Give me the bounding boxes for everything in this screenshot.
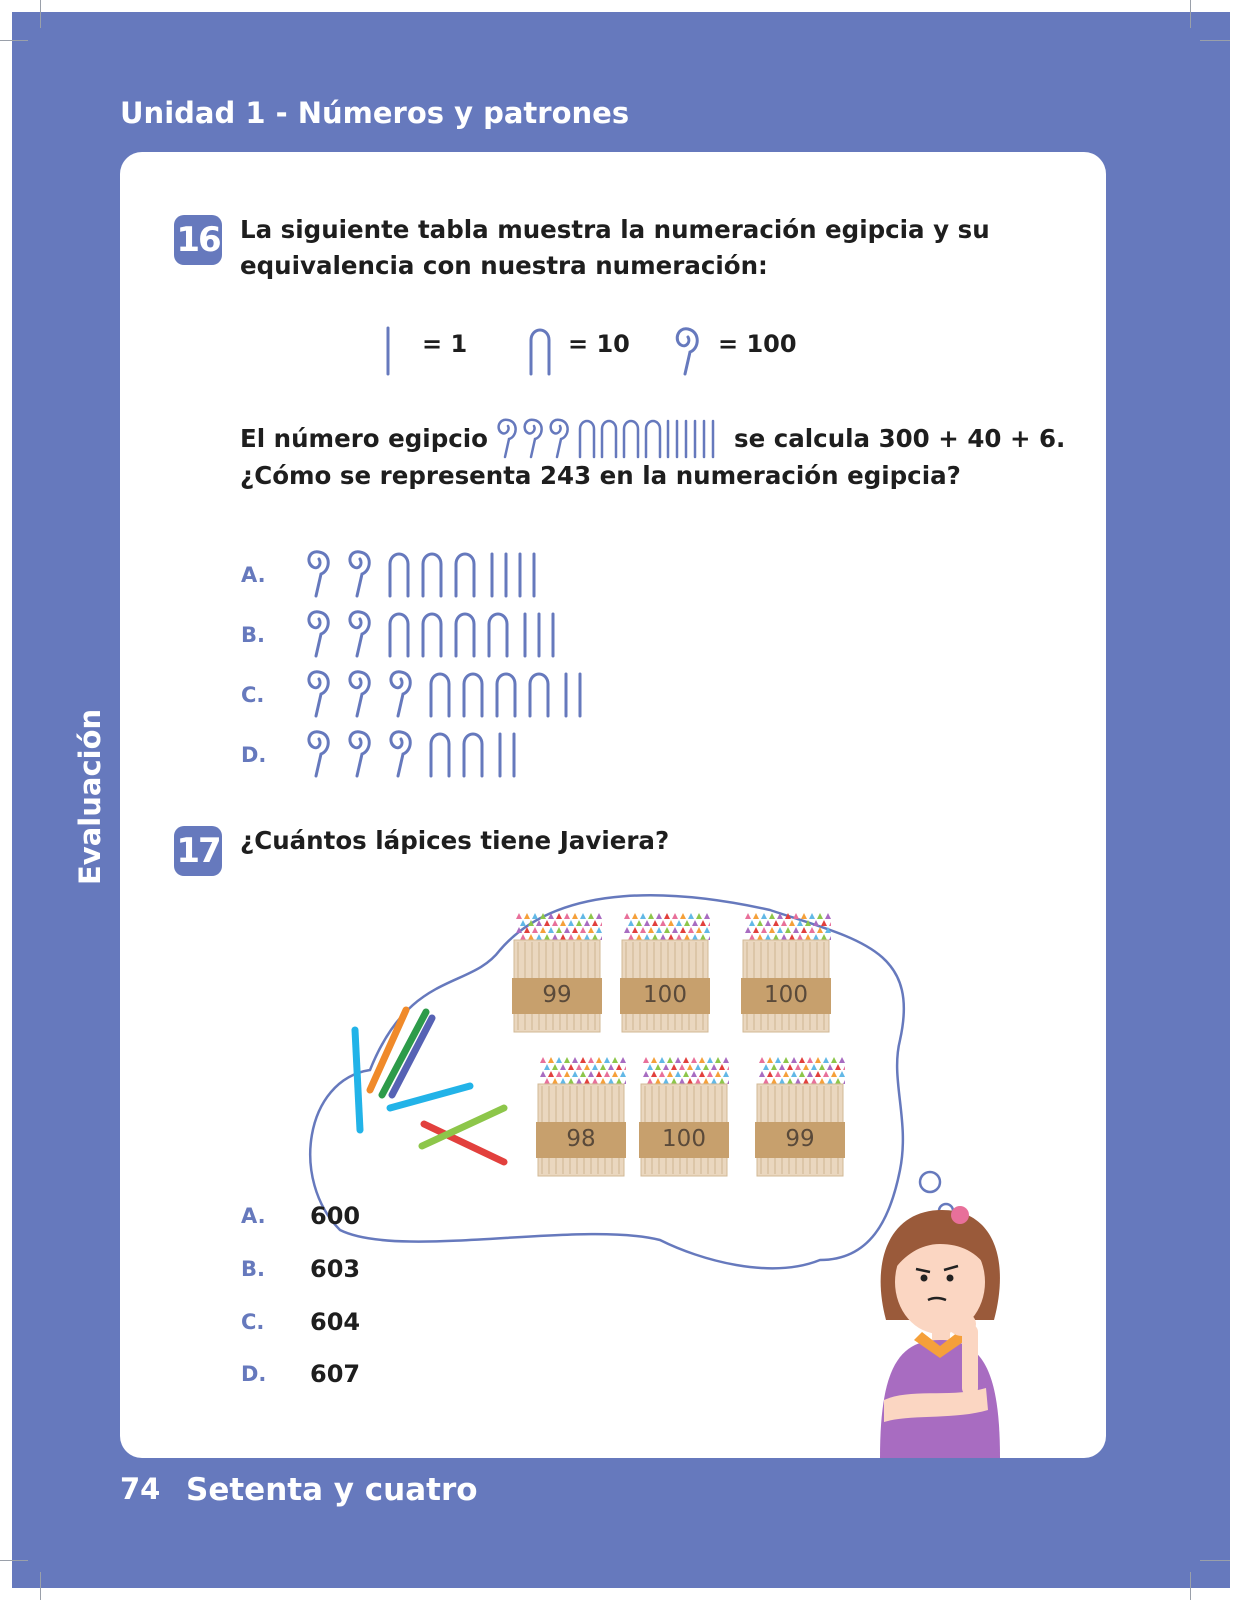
heel-bone-icon [497, 674, 515, 716]
crop-mark [0, 40, 28, 41]
stroke-icon [384, 326, 392, 376]
question-16-ask: ¿Cómo se representa 243 en la numeración egipcia? [240, 461, 961, 490]
option-d-egyptian-number[interactable] [306, 730, 626, 778]
option-b-egyptian-number[interactable] [306, 610, 626, 658]
crop-mark [1200, 1560, 1230, 1561]
question-number-17: 17 [174, 826, 222, 876]
heel-bone-icon [464, 734, 482, 776]
pencil-pack-count: 100 [662, 1126, 706, 1152]
crop-mark [1190, 0, 1191, 28]
heel-bone-icon [456, 614, 474, 656]
unit-title: Unidad 1 - Números y patrones [120, 96, 630, 130]
heel-bone-icon [456, 554, 474, 596]
legend-label-1: = 1 [422, 330, 468, 358]
coil-rope-icon [672, 326, 702, 376]
answer-letter-c[interactable]: C. [241, 1310, 265, 1334]
coil-rope-icon [309, 732, 328, 776]
section-label: Evaluación [73, 708, 107, 885]
answer-value-c[interactable]: 604 [310, 1308, 361, 1336]
pencil-pack-count: 99 [542, 982, 572, 1008]
question-17-ask: ¿Cuántos lápices tiene Javiera? [240, 826, 670, 855]
option-letter-c[interactable]: C. [241, 683, 265, 707]
answer-letter-b[interactable]: B. [241, 1257, 265, 1281]
pencil-pack [536, 1052, 626, 1178]
pencil-pack [639, 1052, 729, 1178]
heel-bone-icon [489, 614, 507, 656]
crop-mark [40, 1572, 41, 1600]
coil-rope-icon [391, 732, 410, 776]
option-letter-d[interactable]: D. [241, 743, 267, 767]
option-letter-a[interactable]: A. [241, 563, 266, 587]
pencil-pack-count: 100 [764, 982, 808, 1008]
crop-mark [1190, 1572, 1191, 1600]
coil-rope-icon [350, 552, 369, 596]
coil-rope-icon [350, 612, 369, 656]
pencil-pack-count: 98 [566, 1126, 596, 1152]
coil-rope-icon [391, 672, 410, 716]
heel-bone-icon [431, 734, 449, 776]
crop-mark [1200, 40, 1230, 41]
answer-value-b[interactable]: 603 [310, 1255, 361, 1283]
crop-mark [40, 0, 41, 28]
page-number-words: Setenta y cuatro [186, 1472, 478, 1508]
pencil-pack [512, 908, 602, 1034]
pencil-pack-count: 100 [643, 982, 687, 1008]
answer-value-d[interactable]: 607 [310, 1360, 361, 1388]
coil-rope-icon [309, 612, 328, 656]
pencil-pack-count: 99 [785, 1126, 815, 1152]
question-number-16: 16 [174, 215, 222, 265]
coil-rope-icon [350, 672, 369, 716]
thinking-girl-illustration [870, 1200, 1010, 1458]
thought-dot-large [920, 1172, 940, 1192]
answer-value-a[interactable]: 600 [310, 1202, 361, 1230]
legend-label-100: = 100 [718, 330, 797, 358]
heel-bone-icon [390, 554, 408, 596]
example-prefix: El número egipcio [240, 423, 488, 453]
heel-bone-icon [423, 614, 441, 656]
question-16-prompt-line2: equivalencia con nuestra numeración: [240, 251, 768, 280]
pencil-pack [620, 908, 710, 1034]
page-number: 74 [120, 1472, 161, 1506]
option-a-egyptian-number[interactable] [306, 550, 626, 598]
heel-bone-icon [390, 614, 408, 656]
answer-letter-a[interactable]: A. [241, 1204, 266, 1228]
example-sentence [240, 417, 1065, 459]
heel-bone-icon [431, 674, 449, 716]
heel-bone-icon [423, 554, 441, 596]
question-16-prompt-line1: La siguiente tabla muestra la numeración egipcia y su [240, 215, 990, 244]
heel-bone-icon [530, 674, 548, 716]
option-letter-b[interactable]: B. [241, 623, 265, 647]
coil-rope-icon [309, 672, 328, 716]
coil-rope-icon [309, 552, 328, 596]
pencil-pack [741, 908, 831, 1034]
answer-letter-d[interactable]: D. [241, 1362, 267, 1386]
egyptian-number-346 [494, 417, 728, 459]
example-suffix: se calcula 300 + 40 + 6. [733, 423, 1066, 453]
heel-bone-icon [464, 674, 482, 716]
heel-bone-icon [528, 326, 552, 376]
option-c-egyptian-number[interactable] [306, 670, 626, 718]
pencil-pack [755, 1052, 845, 1178]
coil-rope-icon [350, 732, 369, 776]
hair-flower [951, 1206, 969, 1224]
crop-mark [0, 1560, 28, 1561]
legend-label-10: = 10 [568, 330, 630, 358]
